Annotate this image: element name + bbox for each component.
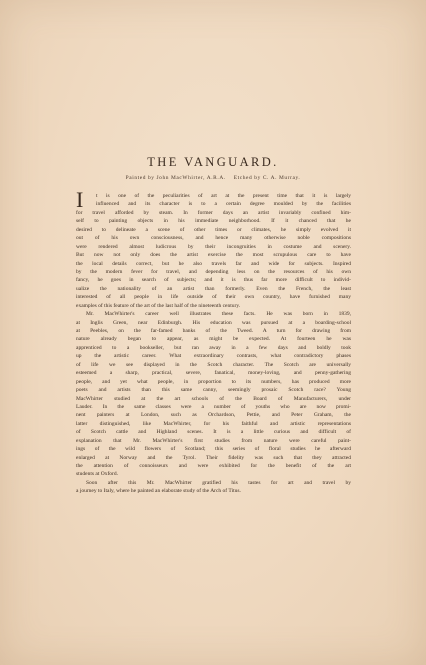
body-line: Lauder. In the same classes were a number of youths who are now promi-: [76, 403, 351, 410]
body-line: at Inglis Green, near Edinburgh. His education was pursued at a boarding-school: [76, 319, 351, 326]
body-line: esteemed a sharp, practical, severe, fanatical, money-loving, and penny-gathering: [76, 370, 351, 377]
body-line: nent painters at London, such as Orchardson, Pettie, and Peter Graham, the: [76, 412, 351, 419]
body-line: for travel afforded by steam. In former days an artist invariably confined him-: [76, 209, 351, 216]
body-line: examples of this feature of the art of the last half of the nineteenth century.: [76, 302, 241, 309]
body-line: by the modern fever for travel, and depending less on the resources of his own: [76, 268, 351, 275]
body-line: out of his own consciousness, and hence many otherwise noble compositions: [76, 235, 351, 242]
article-byline: [0, 175, 426, 181]
body-line: influenced and its character is to a certain degree moulded by the facilities: [96, 201, 351, 208]
etcher-credit: Etched by C. A. Murray.: [233, 175, 301, 181]
body-line: Soon after this Mr. MacWhirter gratified his tastes for art and travel by: [86, 479, 351, 486]
body-line: Mr. MacWhirter's career well illustrates these facts. He was born in 1839,: [86, 311, 351, 318]
body-line: interested of all people in life outside of their own country, have furnished many: [76, 294, 351, 301]
body-line: up the artistic career. What extraordinary contrasts, what contradictory phases: [76, 353, 351, 360]
body-line: MacWhirter studied at the art schools of the Board of Manufacturers, under: [76, 395, 351, 402]
painter-credit: Painted by John MacWhirter, A.R.A.: [125, 175, 226, 181]
body-line: students at Oxford.: [76, 471, 119, 478]
body-line: apprenticed to a bookseller, but ran away in a few days and boldly took: [76, 344, 351, 351]
body-line: t is one of the peculiarities of art at the present time that it is largely: [96, 193, 351, 199]
body-line: ings of the wild flowers of Scotland; this series of floral studies he afterward: [76, 446, 351, 453]
article-body: [76, 187, 351, 496]
body-line: nature already began to appear, as might be expected. At fourteen he was: [76, 336, 351, 343]
article-title: THE VANGUARD.: [147, 155, 279, 169]
body-line: fancy, he goes in search of subjects; and it is thus far more difficult to individ-: [76, 277, 351, 284]
body-line: explanation that Mr. MacWhirter's first studies from nature were careful paint-: [76, 437, 351, 444]
body-line: a journey to Italy, where he painted an elaborate study of the Arch of Titus.: [76, 488, 241, 495]
body-line: of Scotch cattle and Highland scenes. It is a little curious and difficult of: [76, 429, 351, 436]
body-line: desired to delineate a scene of other times or climates, he simply evolved it: [76, 226, 351, 233]
body-line: ualize the nationality of an artist than formerly. Even the French, the least: [76, 285, 351, 292]
body-line: But now not only does the artist exercise the most scrupulous care to have: [76, 252, 351, 259]
body-line: self to painting objects in his immediate neighborhood. If it chanced that he: [76, 218, 351, 225]
body-line: people, and yet what people, in proportion to its numbers, has produced more: [76, 378, 351, 385]
body-line: poets and artists than this same canny, seemingly prosaic Scotch race? Young: [76, 387, 351, 394]
body-line: were rendered almost ludicrous by their incongruities in costume and scenery.: [76, 243, 351, 250]
body-line: the attention of connoisseurs and were exhibited for the benefit of the art: [76, 463, 351, 469]
body-line: enlarged at Norway and the Tyrol. Their fidelity was such that they attracted: [76, 454, 351, 461]
body-line: at Peebles, on the far-famed banks of the Tweed. A turn for drawing from: [76, 328, 351, 334]
drop-cap: I: [76, 187, 84, 212]
body-line: latter distinguished, like MacWhirter, for his faithful and artistic representations: [76, 420, 351, 427]
body-line: the local details correct, but he also travels far and wide for subjects. Inspired: [76, 260, 351, 267]
body-line: of life we see displayed in the Scotch character. The Scotch are universally: [76, 361, 351, 368]
